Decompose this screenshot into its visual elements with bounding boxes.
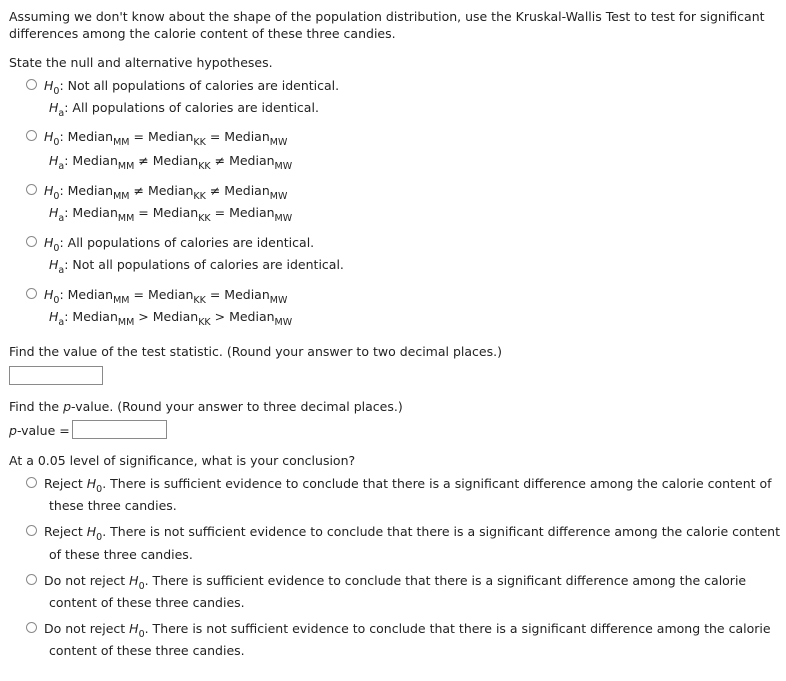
hypothesis-option-3-h0: $H_0$: Median$_{MM}$ ≠ Median$_{KK}$ ≠ Median$_{MW}$: [44, 183, 288, 202]
hypothesis-option-5-ha: $H_a$: Median$_{MM}$ > Median$_{KK}$ > Median$_{MW}$: [49, 309, 293, 328]
conclusion-option-1-line1: Reject $H_0$. There is sufficient evidence to conclude that there is a significant difference among the calorie content of: [44, 476, 772, 495]
hypothesis-option-1-h0: $H_0$: Not all populations of calories are identical.: [44, 78, 340, 97]
problem-intro: Assuming we don't know about the shape of the population distribution, use the Kruskal-Wallis Test to test for significant differences among the calorie content of these three candies.: [9, 9, 765, 41]
conclusion-option-1-radio[interactable]: [26, 477, 37, 488]
hypothesis-option-4-ha: $H_a$: Not all populations of calories are identical.: [49, 257, 344, 276]
hypothesis-option-2-h0: $H_0$: Median$_{MM}$ = Median$_{KK}$ = Median$_{MW}$: [44, 129, 288, 148]
p-value-prompt: Find the p-value. (Round your answer to three decimal places.): [9, 399, 403, 414]
hypothesis-option-4-h0: $H_0$: All populations of calories are identical.: [44, 235, 315, 254]
hypothesis-option-1-radio[interactable]: [26, 79, 37, 90]
test-statistic-input[interactable]: [9, 366, 103, 385]
conclusion-option-3-radio[interactable]: [26, 574, 37, 585]
p-value-input[interactable]: [72, 420, 167, 439]
hypothesis-option-3-ha: $H_a$: Median$_{MM}$ = Median$_{KK}$ = Median$_{MW}$: [49, 205, 293, 224]
conclusion-option-4-line1: Do not reject $H_0$. There is not sufficient evidence to conclude that there is a significant difference among the calorie: [44, 621, 771, 640]
p-value-label: p-value =: [9, 423, 70, 438]
hypothesis-option-3-radio[interactable]: [26, 184, 37, 195]
hypothesis-option-2-radio[interactable]: [26, 130, 37, 141]
conclusion-option-2-line2: of these three candies.: [49, 547, 193, 562]
conclusion-option-3-line1: Do not reject $H_0$. There is sufficient evidence to conclude that there is a significant difference among the calorie: [44, 573, 747, 592]
hypotheses-prompt: State the null and alternative hypotheses.: [9, 55, 273, 70]
test-statistic-prompt: Find the value of the test statistic. (Round your answer to two decimal places.): [9, 344, 502, 359]
conclusion-option-2-radio[interactable]: [26, 525, 37, 536]
conclusion-option-1-line2: these three candies.: [49, 498, 177, 513]
conclusion-option-3-line2: content of these three candies.: [49, 595, 245, 610]
hypothesis-option-5-radio[interactable]: [26, 288, 37, 299]
hypothesis-option-5-h0: $H_0$: Median$_{MM}$ = Median$_{KK}$ = Median$_{MW}$: [44, 287, 288, 306]
hypothesis-option-2-ha: $H_a$: Median$_{MM}$ ≠ Median$_{KK}$ ≠ Median$_{MW}$: [49, 153, 293, 172]
conclusion-prompt: At a 0.05 level of significance, what is your conclusion?: [9, 453, 356, 468]
conclusion-option-4-line2: content of these three candies.: [49, 643, 245, 658]
hypothesis-option-4-radio[interactable]: [26, 236, 37, 247]
hypothesis-option-1-ha: $H_a$: All populations of calories are identical.: [49, 100, 319, 119]
conclusion-option-2-line1: Reject $H_0$. There is not sufficient evidence to conclude that there is a significant difference among the calorie content: [44, 524, 780, 543]
conclusion-option-4-radio[interactable]: [26, 622, 37, 633]
